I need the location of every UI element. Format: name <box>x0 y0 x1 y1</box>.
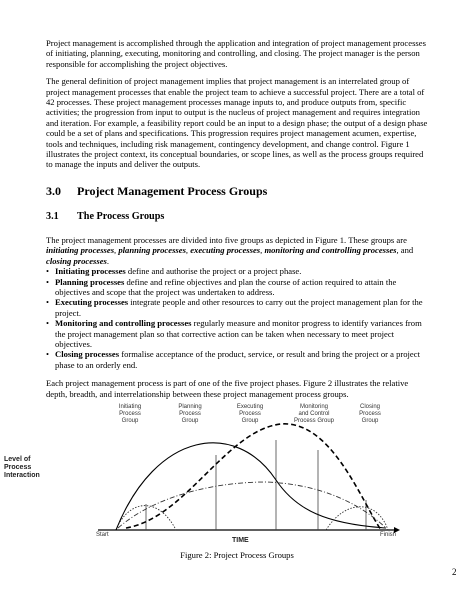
section-number: 3.0 <box>46 183 61 198</box>
section-title: Project Management Process Groups <box>77 183 268 198</box>
group-end: . <box>106 255 110 266</box>
group-label-line: Group <box>181 418 199 424</box>
list-item-term: Monitoring and controlling processes <box>55 318 192 329</box>
y-axis-label-line: Process <box>4 464 32 471</box>
bullet-icon: • <box>46 318 50 329</box>
list-item <box>46 318 429 349</box>
y-axis-label-line: Interaction <box>4 472 40 479</box>
list-item <box>46 349 429 370</box>
bullet-icon: • <box>46 276 50 287</box>
section-heading <box>46 184 429 198</box>
group-label-line: Process <box>359 411 381 417</box>
executing-curve <box>126 424 381 530</box>
group-sep: , <box>114 245 119 256</box>
group-label-line: Closing <box>359 404 380 410</box>
closing-group-label <box>352 404 388 425</box>
list-item <box>46 277 429 298</box>
document-body <box>46 38 429 399</box>
group-term-initiating: initiating processes <box>46 245 115 256</box>
y-axis-label <box>4 456 40 480</box>
group-term-closing: closing processes <box>46 255 107 266</box>
time-axis-label: TIME <box>232 537 249 544</box>
subsection-number: 3.1 <box>46 210 59 222</box>
group-label-line: Group <box>241 418 259 424</box>
bullet-icon: • <box>46 297 50 308</box>
finish-label: Finish <box>380 532 397 538</box>
planning-group-label <box>170 404 210 425</box>
group-label-line: Executing <box>236 404 264 410</box>
group-label-line: Process Group <box>293 418 335 424</box>
group-label-line: Process <box>119 411 141 417</box>
figure-caption: Figure 2: Project Process Groups <box>180 550 294 560</box>
phase-paragraph: Each project management process is part of one of the five project phases. Figure 2 illustrates the relative depth, breadth, and interrelationship between these project management process groups. <box>46 378 409 399</box>
groups-paragraph <box>46 235 429 266</box>
group-label-line: Group <box>121 418 139 424</box>
subsection-title: The Process Groups <box>77 210 165 222</box>
bullet-icon: • <box>46 266 50 277</box>
group-label-line: Group <box>361 418 379 424</box>
page-number: 2 <box>452 567 457 577</box>
group-label-line: Planning <box>178 404 202 410</box>
group-label-line: Monitoring <box>299 404 328 410</box>
list-item-text: define and refine objectives and plan the course of action required to attain the objectives and scope that the project was undertaken to address. <box>55 276 397 297</box>
list-item-term: Closing processes <box>55 349 120 360</box>
group-sep: , <box>185 245 191 256</box>
monitoring-group-label <box>284 404 344 425</box>
group-sep: , and <box>396 245 414 256</box>
group-term-monitoring: monitoring and controlling processes <box>264 245 397 256</box>
list-item-text: define and authorise the project or a project phase. <box>125 266 302 277</box>
list-item-text: regularly measure and monitor progress to identify variances from the project management plan so that corrective action can be taken when necessary to meet project objectives. <box>55 318 422 349</box>
process-groups-figure <box>4 400 406 548</box>
group-label-line: Process <box>239 411 261 417</box>
group-label-line: Initiating <box>118 404 142 410</box>
monitoring-curve <box>118 482 386 528</box>
list-item-term: Executing processes <box>55 297 129 308</box>
list-item-text: formalise acceptance of the product, service, or result and bring the project or a project phase to an orderly end. <box>55 349 420 370</box>
list-item <box>46 266 429 276</box>
y-axis-label-line: Level of <box>4 456 31 463</box>
subsection-heading <box>46 211 429 223</box>
intro-paragraph-1: Project management is accomplished through the application and integration of project management processes of initiating, planning, executing, monitoring and controlling, and closing. The project manager is the person responsible for accomplishing the project objectives. <box>46 38 426 69</box>
list-item <box>46 297 429 318</box>
group-term-planning: planning processes <box>118 245 186 256</box>
bullet-icon: • <box>46 349 50 360</box>
groups-lead-text: The project management processes are divided into five groups as depicted in Figure 1. These groups are <box>46 234 407 245</box>
list-item-text: integrate people and other resources to carry out the project management plan for the project. <box>55 297 423 318</box>
group-sep: , <box>260 245 265 256</box>
start-label: Start <box>96 532 109 538</box>
group-label-line: Process <box>179 411 201 417</box>
intro-paragraph-2: The general definition of project management implies that project management is an interrelated group of project management processes that enable the project team to achieve a successful project. There are a total of 42 processes. These project management processes manage inputs to, and produce outputs from, specific activities; the progression from input to output is the nucleus of project management and requires integration and iteration. For example, a feasibility report could be an input to a design phase; the output of a design phase could be a set of plans and specifications. This progression requires project management acumen, expertise, tools and techniques, including risk management, contingency development, and change control. Figure 1 illustrates the project context, its conceptual boundaries, or scope lines, as well as the process groups required to manage the inputs and deliver the outputs. <box>46 76 428 170</box>
group-term-executing: executing processes <box>190 245 261 256</box>
group-label-line: and Control <box>298 411 330 417</box>
list-item-term: Planning processes <box>55 276 125 287</box>
process-group-list <box>46 266 429 370</box>
initiating-group-label <box>110 404 150 425</box>
list-item-term: Initiating processes <box>55 266 126 277</box>
executing-group-label <box>230 404 270 425</box>
